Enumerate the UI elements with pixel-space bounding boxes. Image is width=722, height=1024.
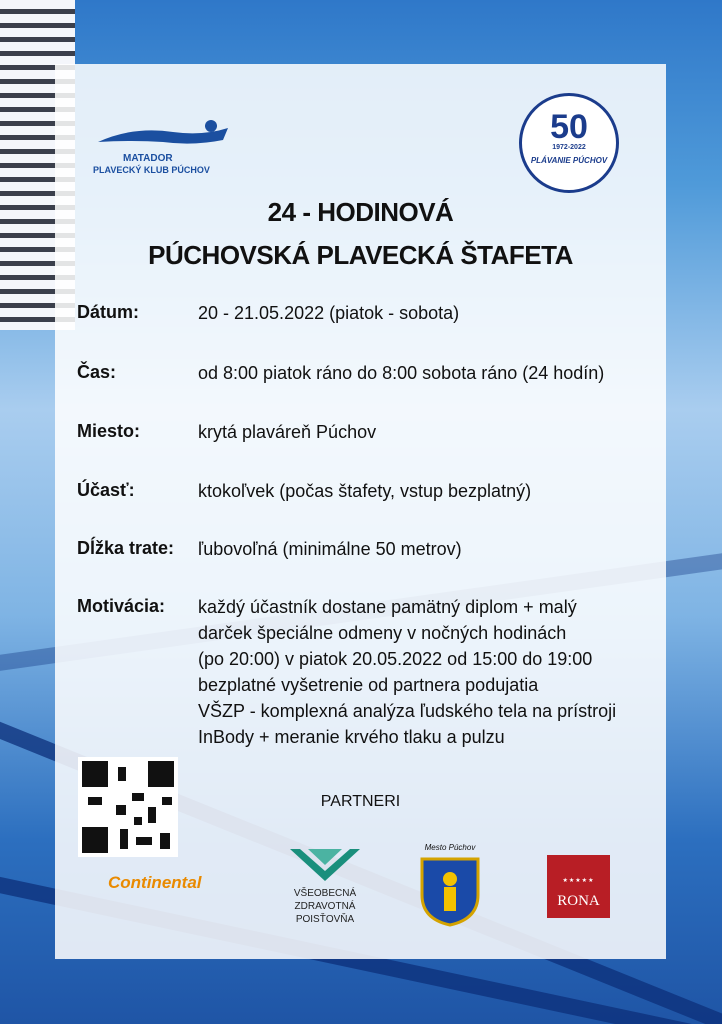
time-label: Čas: — [77, 362, 117, 382]
date-label: Dátum: — [77, 302, 139, 322]
rona-logo — [547, 855, 610, 918]
continental-logo: Continental — [108, 873, 202, 892]
title-line-2: PÚCHOVSKÁ PLAVECKÁ ŠTAFETA — [148, 240, 573, 270]
rona-stars-icon: ★★★★★ — [562, 878, 595, 884]
place-value: krytá plaváreň Púchov — [198, 422, 377, 442]
anniversary-years: 1972-2022 — [552, 144, 586, 151]
distance-label: Dĺžka trate: — [77, 538, 175, 558]
distance-value: ľubovoľná (minimálne 50 metrov) — [198, 539, 462, 559]
swimmer-icon — [93, 118, 233, 154]
partners-heading: PARTNERI — [320, 793, 401, 810]
motivation-label: Motivácia: — [77, 596, 166, 616]
motivation-line: InBody + meranie krvého tlaku a pulzu — [198, 727, 505, 747]
motivation-line: každý účastník dostane pamätný diplom + malý — [198, 597, 577, 617]
anniversary-badge — [519, 93, 619, 193]
vszp-name: VŠEOBECNÁ — [293, 888, 357, 899]
vszp-name: POISŤOVŇA — [295, 914, 355, 925]
club-name: MATADOR — [123, 153, 173, 164]
anniversary-caption: PLÁVANIE PÚCHOV — [530, 156, 608, 165]
mesto-puchov-logo — [418, 843, 482, 927]
motivation-line: (po 20:00) v piatok 20.05.2022 od 15:00 do 19:00 — [198, 649, 593, 669]
participation-label: Účasť: — [77, 480, 135, 500]
date-value: 20 - 21.05.2022 (piatok - sobota) — [198, 303, 460, 323]
vszp-name: ZDRAVOTNÁ — [294, 901, 356, 912]
motivation-line: darček špeciálne odmeny v nočných hodinách — [198, 623, 567, 643]
title-line-1: 24 - HODINOVÁ — [267, 197, 454, 227]
mesto-caption: Mesto Púchov — [424, 843, 476, 852]
place-label: Miesto: — [77, 421, 140, 441]
motivation-line: VŠZP - komplexná analýza ľudského tela na prístroji — [198, 701, 617, 721]
motivation-value — [198, 594, 616, 750]
vszp-heart-icon — [280, 845, 370, 885]
motivation-line: bezplatné vyšetrenie od partnera podujatia — [198, 675, 539, 695]
participation-value: ktokoľvek (počas štafety, vstup bezplatný) — [198, 481, 532, 501]
rona-name: RONA — [557, 893, 600, 909]
anniversary-number: 50 — [550, 108, 588, 146]
coat-of-arms-icon — [418, 855, 482, 927]
time-value: od 8:00 piatok ráno do 8:00 sobota ráno (24 hodín) — [198, 363, 605, 383]
club-logo — [93, 118, 233, 178]
vszp-logo — [280, 845, 370, 935]
club-subtitle: PLAVECKÝ KLUB PÚCHOV — [93, 165, 210, 175]
